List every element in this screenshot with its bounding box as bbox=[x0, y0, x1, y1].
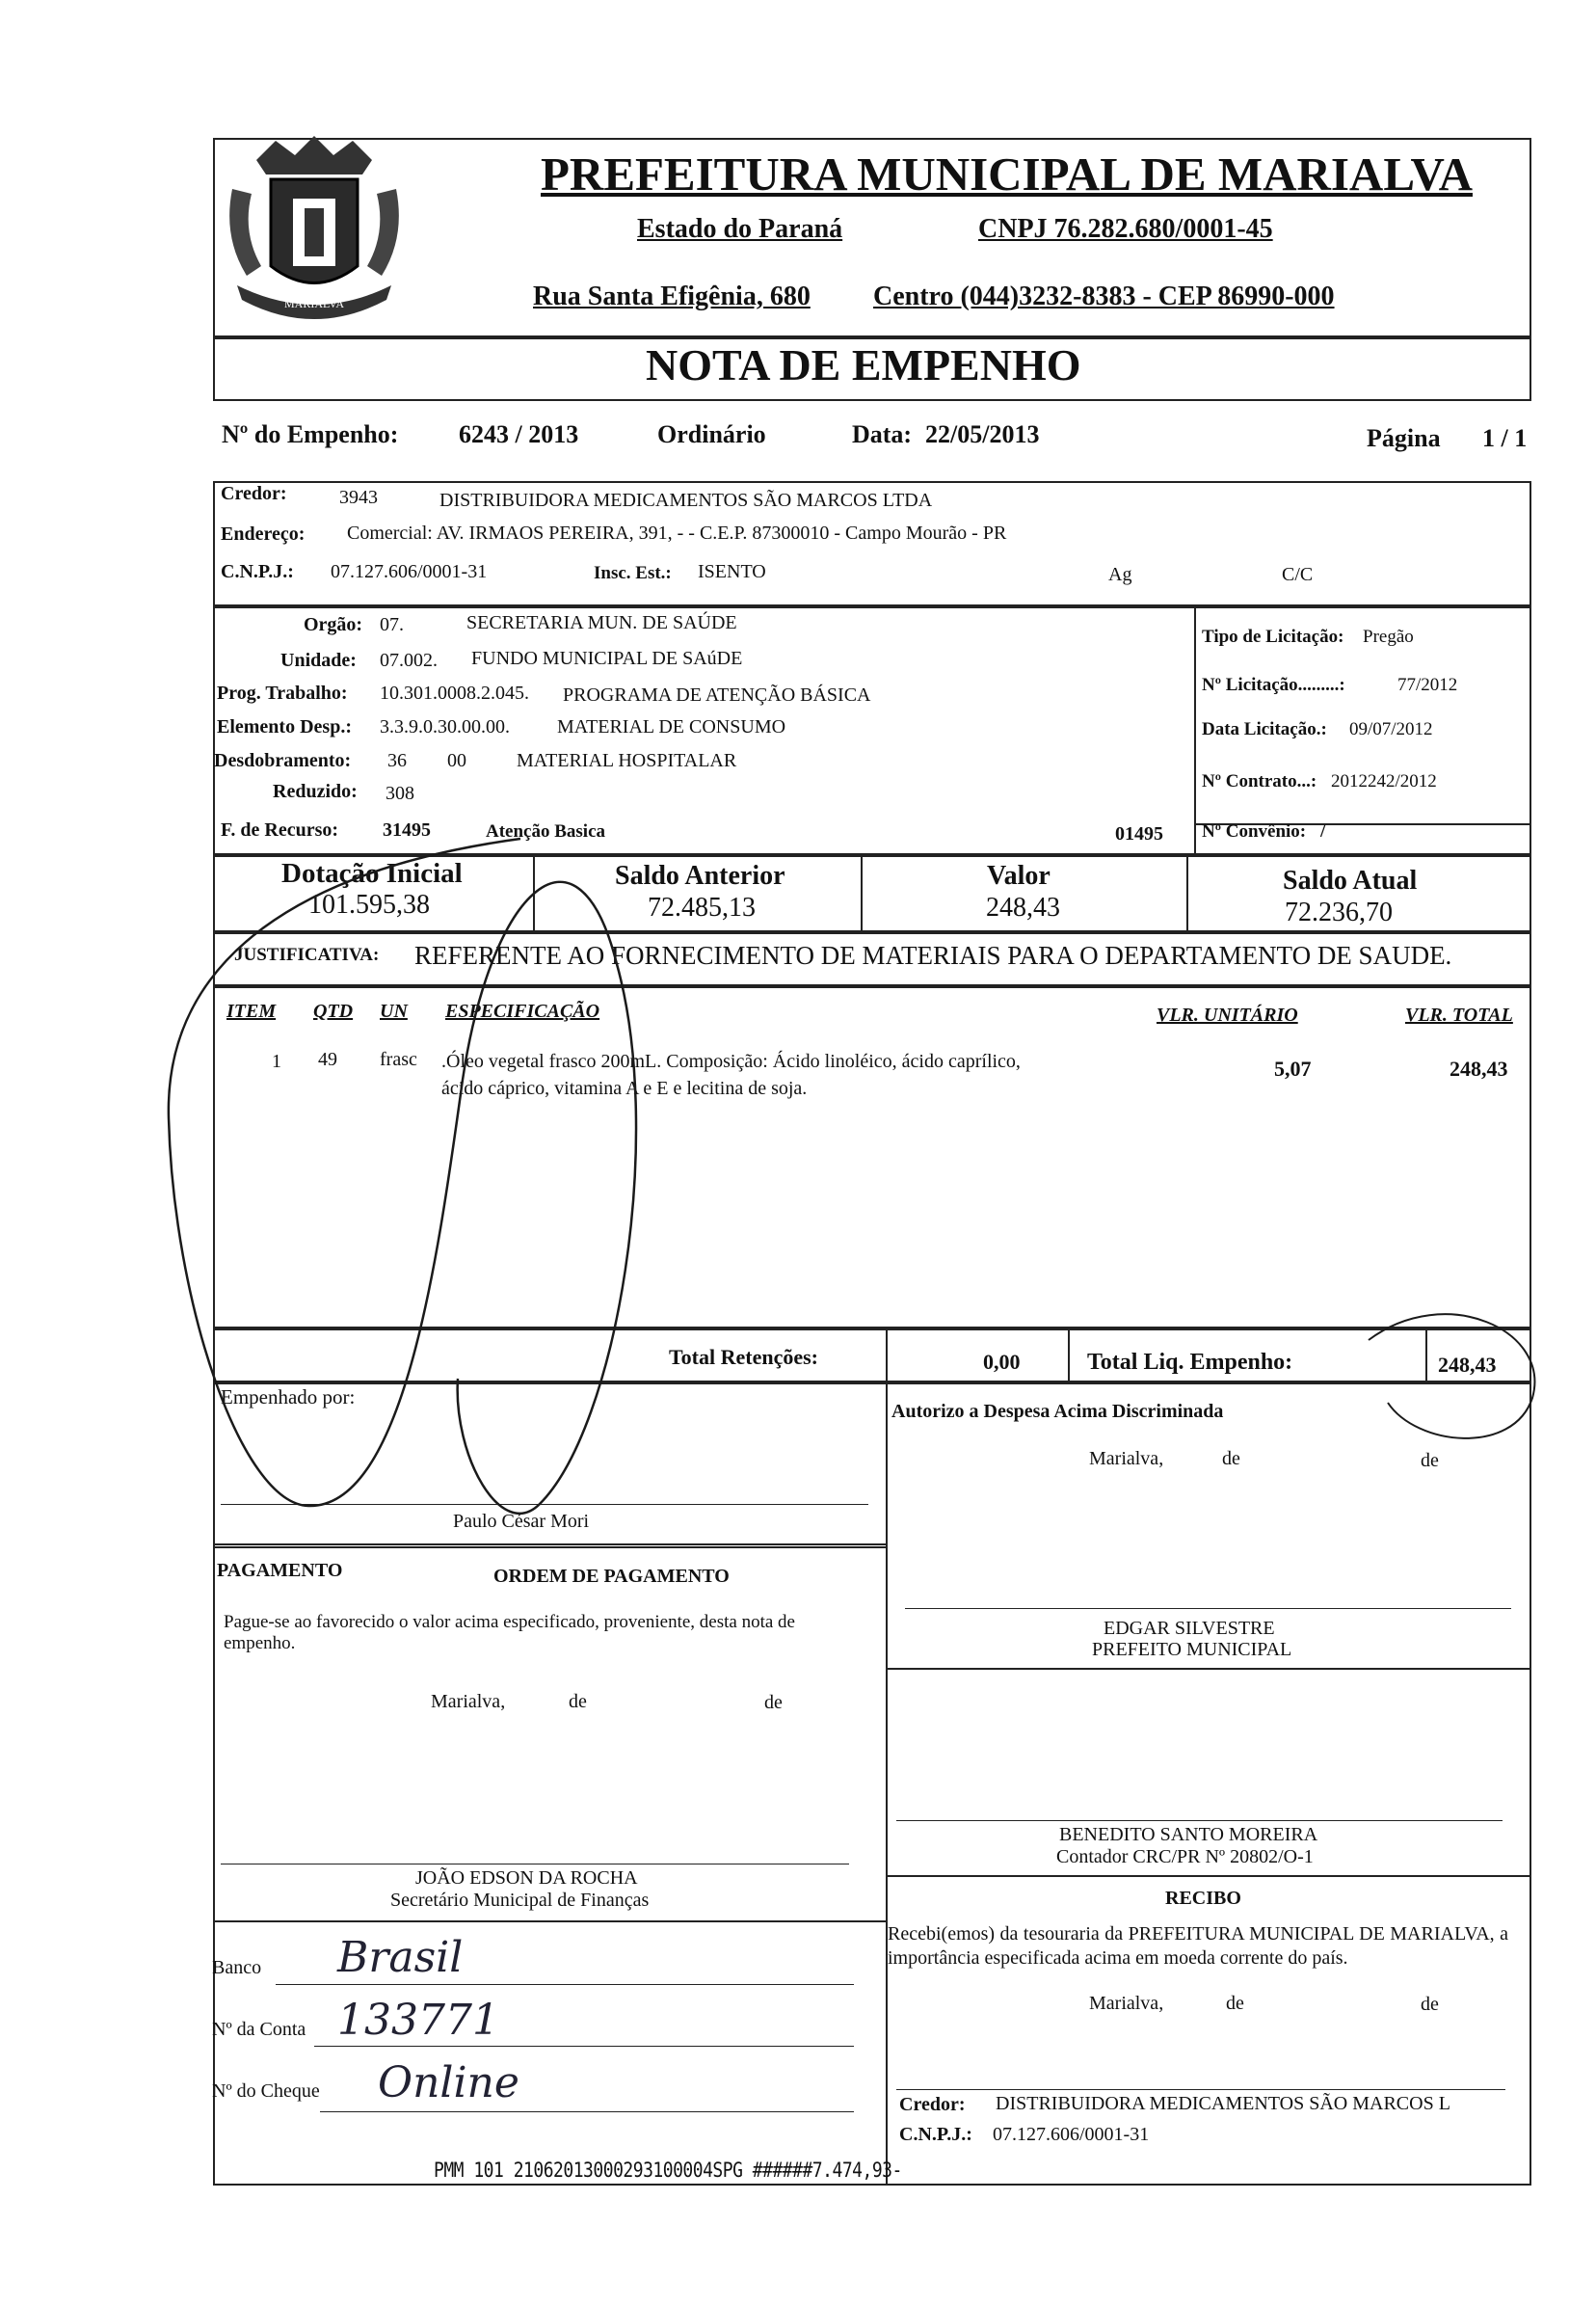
prog-label: Prog. Trabalho: bbox=[217, 683, 348, 704]
lower-divider bbox=[886, 1382, 888, 2186]
address-city-phone: Centro (044)3232-8383 - CEP 86990-000 bbox=[873, 282, 1335, 311]
liq-label: Total Liq. Empenho: bbox=[1087, 1350, 1293, 1375]
banco-handwriting: Brasil bbox=[337, 1933, 464, 1982]
totals-box bbox=[213, 1328, 1531, 1382]
page-label: Página bbox=[1367, 424, 1441, 452]
doc-title: NOTA DE EMPENHO bbox=[646, 340, 1081, 389]
elem-code: 3.3.9.0.30.00.00. bbox=[380, 716, 510, 738]
reduzido-label: Reduzido: bbox=[273, 781, 358, 802]
licitacao-date-label: Data Licitação.: bbox=[1202, 719, 1327, 739]
empenho-number: 6243 / 2013 bbox=[459, 420, 579, 448]
recibo-credor-line bbox=[896, 2089, 1505, 2090]
saldo-atual-value: 72.236,70 bbox=[1285, 898, 1393, 927]
licitacao-type: Pregão bbox=[1363, 627, 1414, 647]
ag-label: Ag bbox=[1108, 564, 1132, 585]
conta-label: Nº da Conta bbox=[212, 2019, 306, 2040]
creditor-label: Credor: bbox=[221, 483, 287, 504]
recurso-name: Atenção Basica bbox=[486, 821, 606, 842]
pagamento-label: PAGAMENTO bbox=[217, 1560, 343, 1581]
empenho-number-label: Nº do Empenho: bbox=[222, 420, 399, 448]
contador-name: BENEDITO SANTO MOREIRA bbox=[1059, 1824, 1318, 1845]
convenio-value: / bbox=[1320, 821, 1326, 842]
cheque-handwriting: Online bbox=[378, 2058, 519, 2107]
orgao-name: SECRETARIA MUN. DE SAÚDE bbox=[466, 612, 737, 633]
contract-number: 2012242/2012 bbox=[1331, 771, 1437, 791]
recurso-label: F. de Recurso: bbox=[221, 819, 339, 841]
row-espec-line2: ácido cáprico, vitamina A e E e lecitina de soja. bbox=[441, 1078, 808, 1099]
page-number: 1 / 1 bbox=[1482, 424, 1528, 452]
recurso-code: 31495 bbox=[383, 819, 431, 841]
recibo-credor-label: Credor: bbox=[899, 2094, 966, 2115]
licitacao-type-label: Tipo de Licitação: bbox=[1202, 627, 1344, 647]
dotacao-label: Dotação Inicial bbox=[281, 858, 463, 889]
creditor-code: 3943 bbox=[339, 487, 378, 508]
prefeito-role: PREFEITO MUNICIPAL bbox=[1092, 1639, 1292, 1660]
balance-divider-1 bbox=[533, 855, 535, 932]
address-street: Rua Santa Efigênia, 680 bbox=[533, 282, 811, 311]
state-name: Estado do Paraná bbox=[637, 214, 843, 244]
empenho-date-label: Data: bbox=[852, 420, 913, 448]
col-un-header: UN bbox=[380, 1001, 408, 1022]
contract-label: Nº Contrato...: bbox=[1202, 771, 1317, 791]
totals-divider-2 bbox=[1068, 1328, 1070, 1382]
address-label: Endereço: bbox=[221, 523, 306, 545]
financas-signer-name: JOÃO EDSON DA ROCHA bbox=[415, 1867, 638, 1889]
totals-divider-1 bbox=[886, 1328, 888, 1382]
banco-line bbox=[276, 1984, 854, 1985]
insc-label: Insc. Est.: bbox=[594, 563, 672, 583]
contador-bottom-line bbox=[886, 1875, 1531, 1877]
conta-handwriting: 133771 bbox=[337, 1996, 499, 2045]
convenio-label: Nº Convênio: bbox=[1202, 821, 1307, 842]
empenho-date: 22/05/2013 bbox=[925, 420, 1040, 448]
footer-code: PMM 101 21062013000293100004SPG ######7.474,93- bbox=[434, 2158, 902, 2184]
valor-label: Valor bbox=[987, 861, 1051, 891]
recibo-de-1: de bbox=[1226, 1993, 1244, 2014]
row-qtd: 49 bbox=[318, 1049, 337, 1070]
saldo-atual-label: Saldo Atual bbox=[1283, 866, 1418, 896]
autorizo-city: Marialva, bbox=[1089, 1448, 1164, 1469]
unidade-name: FUNDO MUNICIPAL DE SAúDE bbox=[471, 648, 743, 669]
cc-label: C/C bbox=[1282, 564, 1314, 585]
pagamento-de-1: de bbox=[569, 1691, 587, 1712]
retencoes-value: 0,00 bbox=[983, 1350, 1021, 1374]
desdob-sub: 00 bbox=[447, 750, 466, 771]
svg-text:MARIALVA: MARIALVA bbox=[283, 297, 345, 310]
saldo-anterior-label: Saldo Anterior bbox=[615, 861, 785, 891]
row-total: 248,43 bbox=[1450, 1057, 1508, 1081]
justification-text: REFERENTE AO FORNECIMENTO DE MATERIAIS PARA O DEPARTAMENTO DE SAUDE. bbox=[414, 941, 1452, 970]
creditor-address: Comercial: AV. IRMAOS PEREIRA, 391, - - C.E.P. 87300010 - Campo Mourão - PR bbox=[347, 523, 1007, 544]
recibo-credor-name: DISTRIBUIDORA MEDICAMENTOS SÃO MARCOS L bbox=[996, 2093, 1450, 2114]
reduzido-value: 308 bbox=[386, 783, 414, 804]
items-box bbox=[213, 986, 1531, 1328]
pagamento-de-2: de bbox=[764, 1692, 783, 1713]
saldo-anterior-value: 72.485,13 bbox=[648, 893, 756, 923]
licitacao-number-label: Nº Licitação.........: bbox=[1202, 675, 1345, 695]
elem-name: MATERIAL DE CONSUMO bbox=[557, 716, 786, 738]
balance-divider-3 bbox=[1186, 855, 1188, 932]
orgao-code: 07. bbox=[380, 614, 404, 635]
empenhado-name: Paulo César Mori bbox=[453, 1511, 590, 1532]
financas-bottom-line bbox=[213, 1920, 886, 1922]
recibo-cnpj-label: C.N.P.J.: bbox=[899, 2124, 972, 2145]
prefeito-name: EDGAR SILVESTRE bbox=[1104, 1618, 1275, 1639]
empenhado-signature-line bbox=[221, 1504, 868, 1505]
autorizo-de-1: de bbox=[1222, 1448, 1240, 1469]
empenho-type: Ordinário bbox=[657, 420, 766, 448]
insc-value: ISENTO bbox=[698, 561, 766, 582]
desdob-label: Desdobramento: bbox=[214, 750, 352, 771]
recibo-de-2: de bbox=[1421, 1994, 1439, 2015]
row-espec-line1: .Óleo vegetal frasco 200mL. Composição: Ácido linoléico, ácido caprílico, bbox=[441, 1051, 1021, 1072]
dotacao-value: 101.595,38 bbox=[308, 890, 430, 920]
contador-role: Contador CRC/PR Nº 20802/O-1 bbox=[1056, 1846, 1314, 1867]
empenhado-label: Empenhado por: bbox=[221, 1385, 356, 1408]
elem-label: Elemento Desp.: bbox=[217, 716, 352, 738]
autorizo-de-2: de bbox=[1421, 1450, 1439, 1471]
pagamento-city: Marialva, bbox=[431, 1691, 506, 1712]
totals-divider-3 bbox=[1425, 1328, 1427, 1382]
prog-code: 10.301.0008.2.045. bbox=[380, 683, 529, 704]
financas-signer-role: Secretário Municipal de Finanças bbox=[390, 1890, 650, 1911]
desdob-code: 36 bbox=[387, 750, 407, 771]
recurso-code-2: 01495 bbox=[1115, 823, 1163, 845]
row-item: 1 bbox=[272, 1051, 281, 1072]
prog-name: PROGRAMA DE ATENÇÃO BÁSICA bbox=[563, 684, 871, 706]
coat-of-arms-logo bbox=[218, 131, 411, 334]
col-item-header: ITEM bbox=[226, 1001, 277, 1022]
ordem-pagamento-label: ORDEM DE PAGAMENTO bbox=[493, 1566, 730, 1587]
row-un: frasc bbox=[380, 1049, 417, 1070]
creditor-name: DISTRIBUIDORA MEDICAMENTOS SÃO MARCOS LTDA bbox=[439, 490, 933, 511]
cheque-label: Nº do Cheque bbox=[212, 2080, 320, 2102]
cheque-line bbox=[320, 2111, 854, 2112]
balance-divider-2 bbox=[861, 855, 863, 932]
creditor-cnpj: 07.127.606/0001-31 bbox=[331, 561, 488, 582]
empenhado-bottom-line bbox=[213, 1543, 886, 1545]
pagamento-top-line bbox=[213, 1546, 886, 1548]
row-unit: 5,07 bbox=[1274, 1057, 1312, 1081]
retencoes-label: Total Retenções: bbox=[669, 1345, 818, 1369]
autorizo-label: Autorizo a Despesa Acima Discriminada bbox=[891, 1401, 1224, 1422]
contador-signature-line bbox=[896, 1820, 1503, 1821]
col-unit-header: VLR. UNITÁRIO bbox=[1157, 1005, 1298, 1026]
prefeito-signature-line bbox=[905, 1608, 1511, 1609]
licitacao-date: 09/07/2012 bbox=[1349, 719, 1433, 739]
creditor-cnpj-label: C.N.P.J.: bbox=[221, 561, 294, 582]
col-espec-header: ESPECIFICAÇÃO bbox=[445, 1001, 600, 1022]
desdob-name: MATERIAL HOSPITALAR bbox=[517, 750, 737, 771]
col-qtd-header: QTD bbox=[313, 1001, 354, 1022]
recibo-cnpj: 07.127.606/0001-31 bbox=[993, 2124, 1150, 2145]
recibo-text: Recebi(emos) da tesouraria da PREFEITURA MUNICIPAL DE MARIALVA, a importância especificada acima em moeda corrente do país. bbox=[888, 1923, 1508, 1969]
banco-label: Banco bbox=[212, 1957, 262, 1978]
recibo-city: Marialva, bbox=[1089, 1993, 1164, 2014]
conta-line bbox=[314, 2046, 854, 2047]
budget-divider bbox=[1194, 606, 1196, 855]
cnpj-header: CNPJ 76.282.680/0001-45 bbox=[978, 214, 1273, 244]
pagamento-text: Pague-se ao favorecido o valor acima especificado, proveniente, desta nota de empenho. bbox=[224, 1612, 795, 1653]
prefeito-bottom-line bbox=[886, 1668, 1531, 1670]
valor-value: 248,43 bbox=[986, 893, 1060, 923]
justification-label: JUSTIFICATIVA: bbox=[234, 945, 380, 965]
recibo-label: RECIBO bbox=[1165, 1888, 1241, 1909]
col-total-header: VLR. TOTAL bbox=[1405, 1005, 1513, 1026]
orgao-label: Orgão: bbox=[304, 614, 363, 635]
page-title: PREFEITURA MUNICIPAL DE MARIALVA bbox=[541, 148, 1473, 201]
unidade-label: Unidade: bbox=[280, 650, 357, 671]
unidade-code: 07.002. bbox=[380, 650, 438, 671]
licitacao-number: 77/2012 bbox=[1397, 675, 1458, 695]
liq-value: 248,43 bbox=[1438, 1353, 1497, 1377]
